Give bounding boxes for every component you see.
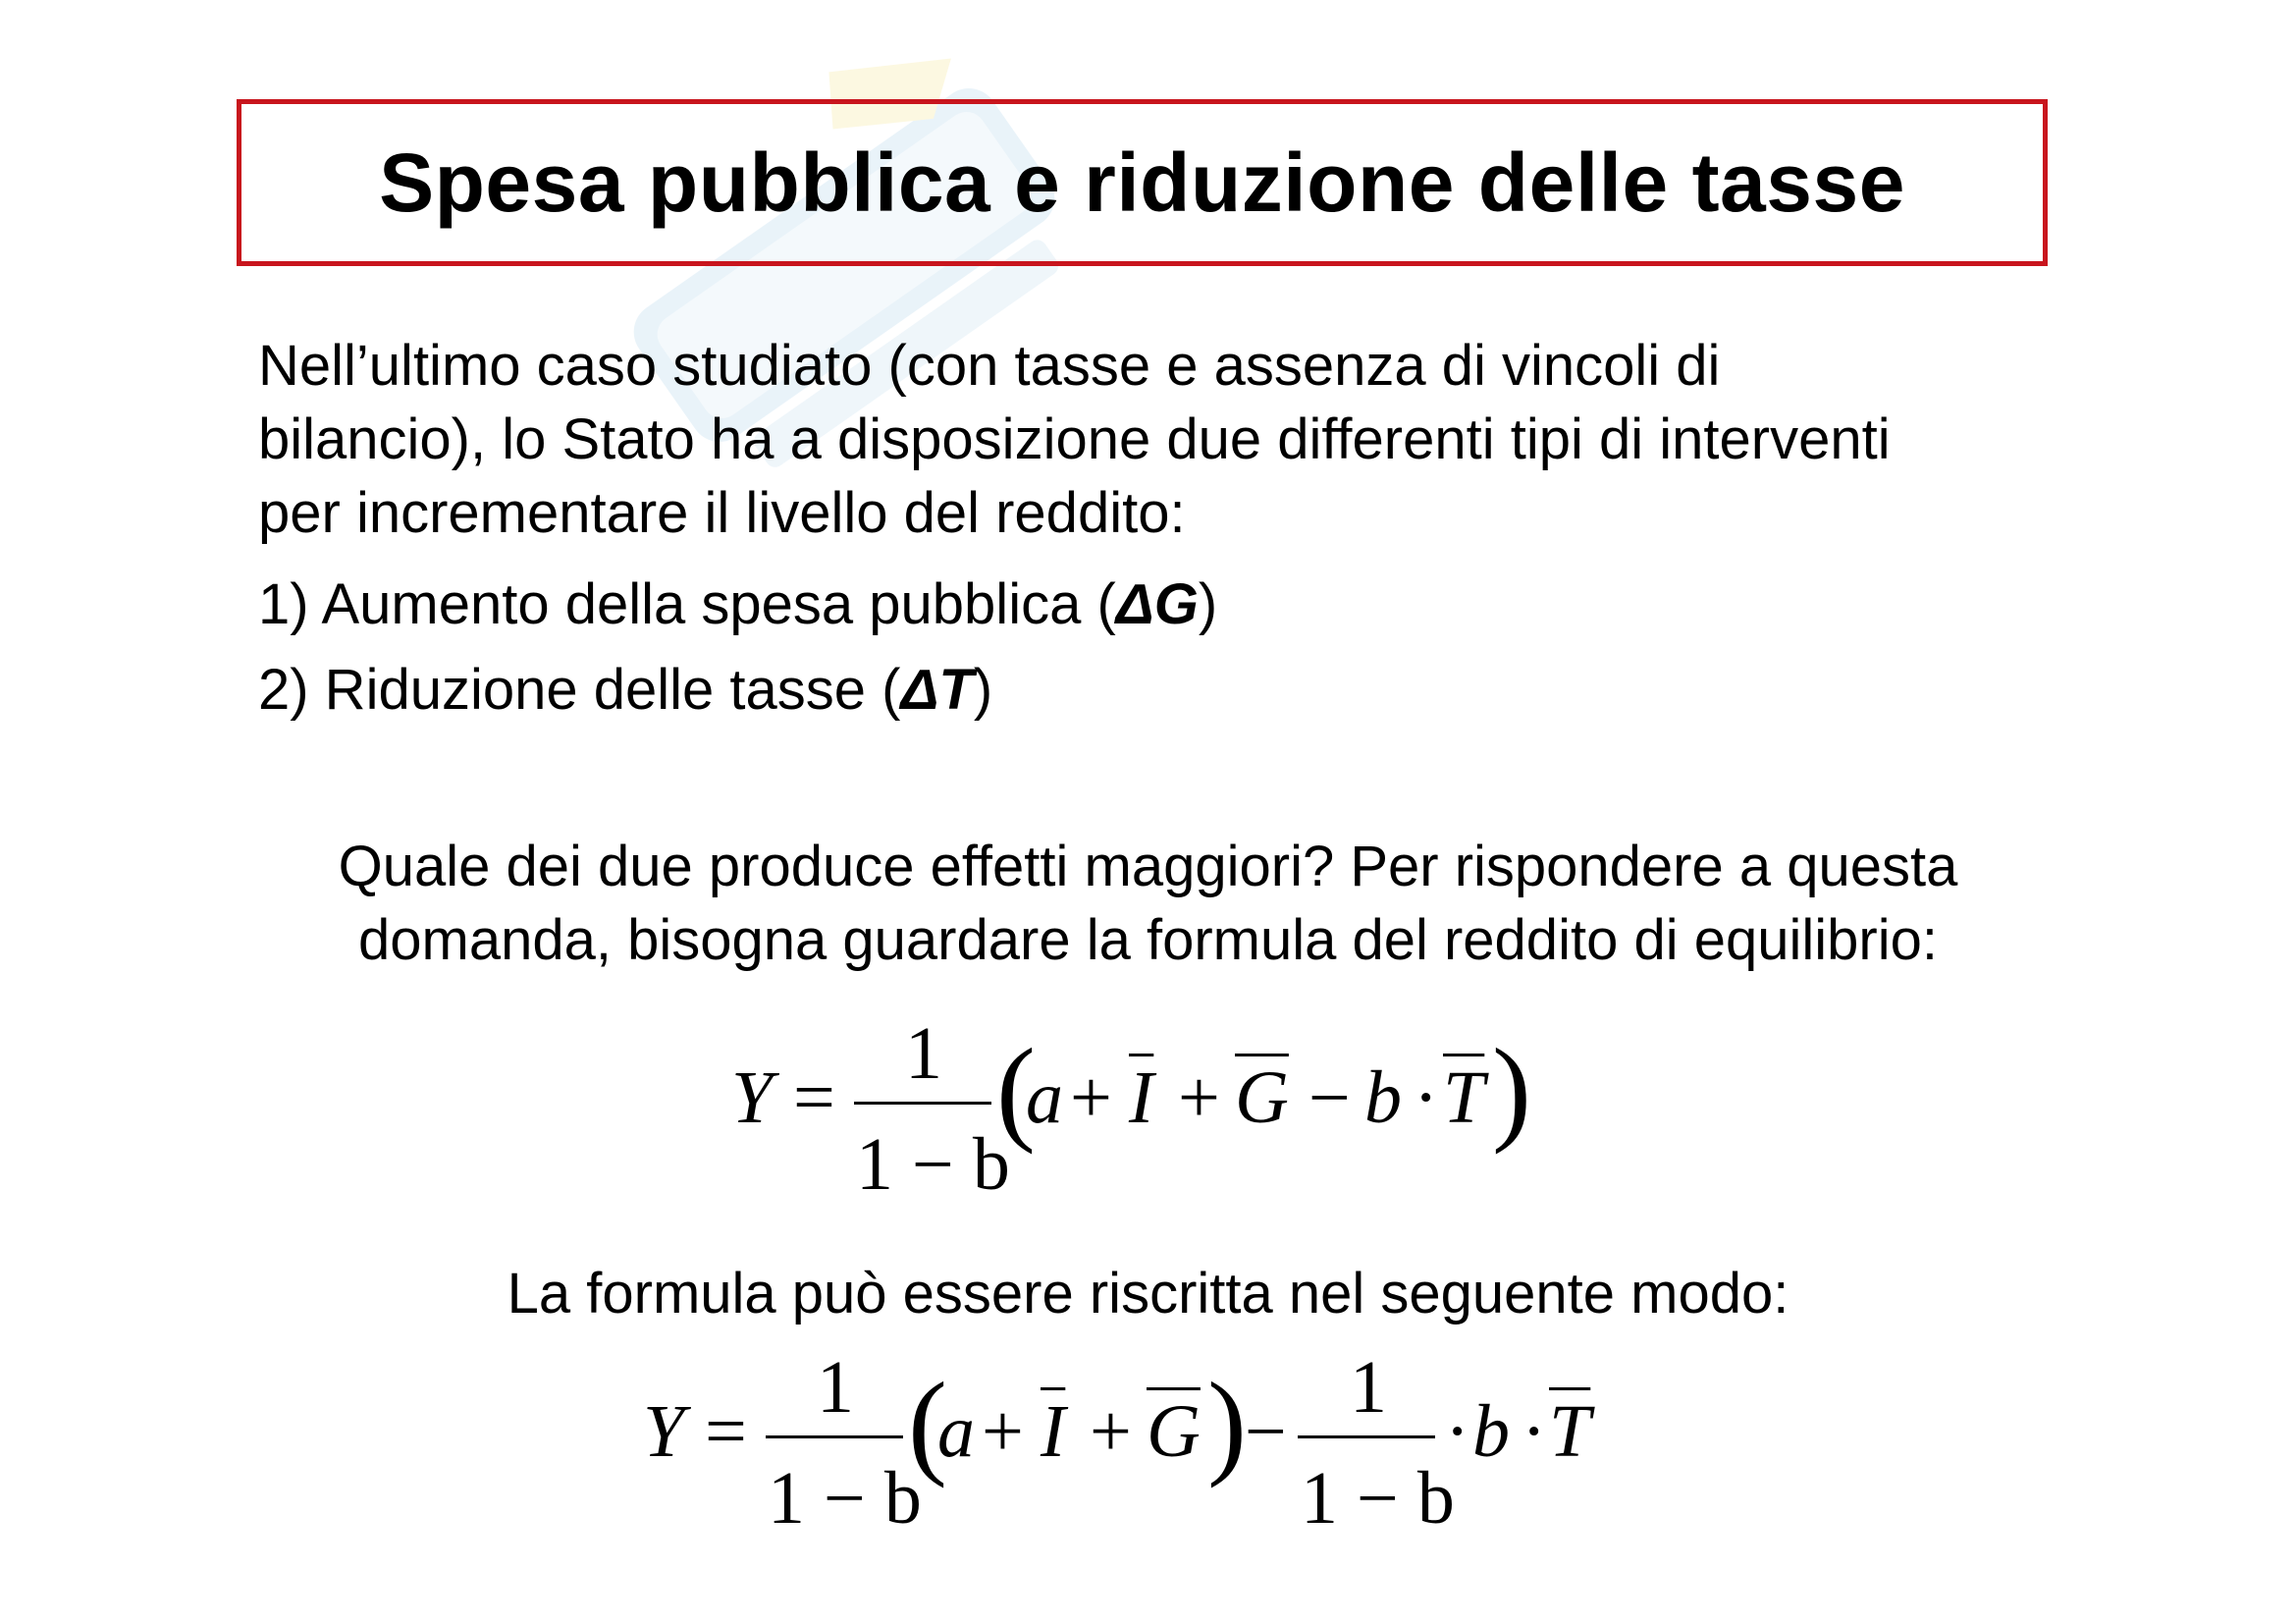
f2-b: b — [1472, 1390, 1510, 1473]
f2-fraction-bar-1 — [766, 1435, 903, 1438]
f2-minus: − — [1245, 1390, 1287, 1473]
delta-g-symbol: ΔG — [1115, 572, 1199, 636]
f2-den1: 1 − b — [768, 1457, 922, 1540]
f2-lparen: ( — [908, 1358, 947, 1488]
f2-eq: = — [705, 1390, 747, 1473]
f2-rparen: ) — [1207, 1358, 1247, 1488]
f1-plus2: + — [1178, 1056, 1220, 1139]
f1-g: $\overline{G}$ — [1235, 1056, 1289, 1139]
f2-lhs: Y — [643, 1390, 685, 1473]
item1-close: ) — [1198, 572, 1218, 636]
f1-lparen: ( — [996, 1024, 1036, 1155]
f2-fraction-bar-2 — [1298, 1435, 1435, 1438]
slide-title: Spesa pubblica e riduzione delle tasse — [379, 135, 1905, 229]
f2-g: $\overline{G}$ — [1147, 1390, 1201, 1473]
f1-plus1: + — [1070, 1056, 1112, 1139]
f1-b: b — [1364, 1056, 1402, 1139]
f1-dot: · — [1414, 1056, 1439, 1139]
f1-minus: − — [1308, 1056, 1351, 1139]
intro-line-1: Nell’ultimo caso studiato (con tasse e assenza di vincoli di — [258, 334, 1721, 398]
item2-text: 2) Riduzione delle tasse ( — [258, 658, 901, 722]
intro-line-3: per incrementare il livello del reddito: — [258, 481, 1186, 545]
intro-line-2: bilancio), lo Stato ha a disposizione due differenti tipi di interventi — [258, 407, 1891, 471]
f2-num2: 1 — [1350, 1346, 1387, 1429]
f2-a: a — [937, 1390, 975, 1473]
f1-i: $\overline{I}$ — [1129, 1056, 1154, 1139]
f1-den: 1 − b — [856, 1123, 1010, 1206]
f1-num: 1 — [905, 1012, 942, 1095]
f1-t: $\overline{T}$ — [1443, 1056, 1485, 1139]
question-line-2: domanda, bisogna guardare la formula del reddito di equilibrio: — [358, 908, 1938, 972]
f2-plus1: + — [982, 1390, 1024, 1473]
f1-a: a — [1026, 1056, 1063, 1139]
f2-dot1: · — [1445, 1390, 1470, 1473]
f2-t: $\overline{T}$ — [1549, 1390, 1591, 1473]
f2-plus2: + — [1090, 1390, 1132, 1473]
f2-den2: 1 − b — [1301, 1457, 1455, 1540]
f1-rparen: ) — [1492, 1024, 1531, 1155]
question-line-1: Quale dei due produce effetti maggiori? Per rispondere a questa — [338, 835, 1958, 898]
item2-close: ) — [973, 658, 993, 722]
f1-eq: = — [793, 1056, 835, 1139]
f2-dot2: · — [1522, 1390, 1547, 1473]
rewrite-text: La formula può essere riscritta nel seguente modo: — [507, 1262, 1789, 1325]
f1-lhs: Y — [731, 1056, 774, 1139]
f2-num1: 1 — [817, 1346, 854, 1429]
item1-text: 1) Aumento della spesa pubblica ( — [258, 572, 1116, 636]
f2-i: $\overline{I}$ — [1041, 1390, 1066, 1473]
delta-t-symbol: ΔT — [900, 658, 974, 722]
